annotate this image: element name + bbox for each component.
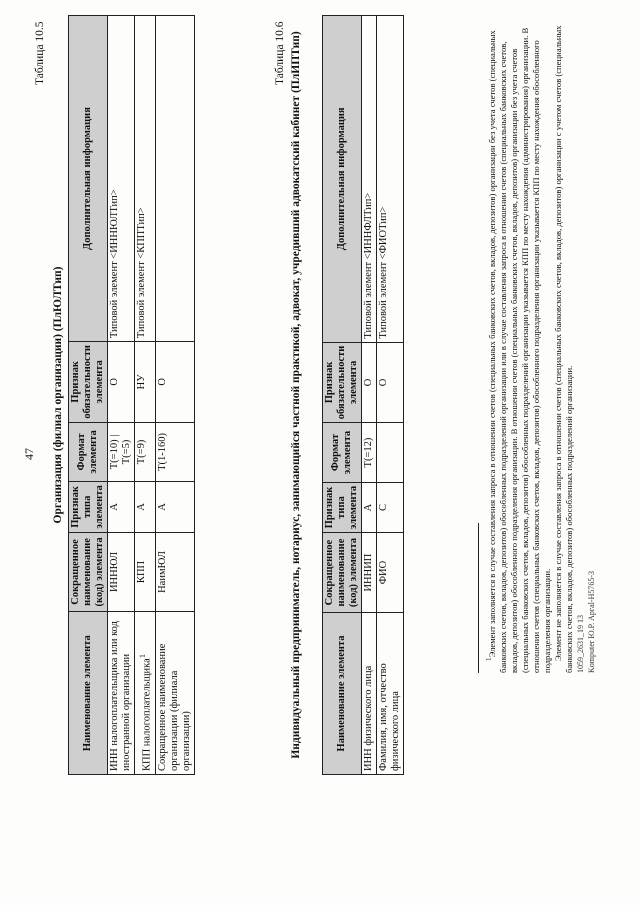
cell-code: ИННИП: [362, 533, 377, 613]
cell-type: А: [135, 482, 156, 532]
footnote-2: Элемент не заполняется в случае составления запроса в отношении счетов (специальных банковских счетов, вкладов, депозитов) организации с учетом счетов (специальных банковских счетов, вкладов, депозитов) обособленных подразделений организации.: [552, 25, 574, 673]
cell-type: С: [377, 482, 404, 532]
table-header-row: [69, 16, 108, 775]
cell-code: НаимЮЛ: [155, 532, 194, 612]
table-row: [108, 16, 135, 775]
page-number: 47: [22, 448, 36, 460]
col-header: Сокращенное наименование (код) элемента: [323, 533, 362, 613]
footnote-marker: 1: [137, 653, 147, 659]
cell-name: [135, 612, 156, 775]
table-10-5: [68, 15, 195, 775]
cell-info: Типовой элемент <КППТип>: [135, 16, 156, 342]
cell-name: Фамилия, имя, отчество физического лица: [377, 612, 404, 774]
cell-required: О: [108, 342, 135, 423]
cell-code: ИННЮЛ: [108, 532, 135, 612]
cell-required: О: [362, 342, 377, 423]
col-header: Признак типа элемента: [323, 482, 362, 532]
col-header: Наименование элемента: [323, 612, 362, 774]
cell-required: НУ: [135, 342, 156, 423]
col-header: Дополнительная информация: [323, 16, 362, 343]
table-row: [155, 16, 194, 775]
col-header: Признак типа элемента: [69, 482, 108, 532]
cell-name: ИНН физического лица: [362, 612, 377, 774]
cell-type: А: [155, 482, 194, 532]
footnote-separator: [478, 523, 479, 673]
col-header: Сокращенное наименование (код) элемента: [69, 532, 108, 612]
col-header: Наименование элемента: [69, 612, 108, 775]
cell-required: О: [155, 342, 194, 423]
cell-type: А: [362, 482, 377, 532]
col-header: Признак обязательности элемента: [323, 342, 362, 423]
col-header: Дополнительная информация: [69, 16, 108, 342]
table-10-5-title: Организация (филиал организации) (ПлЮЛТип): [52, 266, 64, 524]
cell-info: Типовой элемент <ФИОТип>: [377, 16, 404, 343]
footnote-marker: 1: [485, 657, 493, 661]
table-row: [377, 16, 404, 775]
footnote-1: [484, 15, 553, 673]
footnote-1-text: Элемент заполняется в случае составления запроса в отношении счетов (специальных банковских счетов, вкладов, депозитов) организации без учета счетов (специальных банковских счетов, вкладов, депозитов) обособленных подразделений организации или в случае составления запроса в отношении счетов (специальных банковских счетов, вкладов, депозитов) обособленного подразделения организации. В отношении счетов (специальных банковских счетов, вкладов, депозитов) организации без учета счетов (специальных банковских счетов, вкладов, депозитов) обособленных подразделений организации указывается КПП по месту нахождения (администрирования) организации. В отношении счетов (специальных банковских счетов, вкладов, депозитов) обособленного подразделения организации указывается КПП по месту нахождения обособленного подразделения организации.: [486, 27, 552, 673]
cell-type: А: [108, 482, 135, 532]
document-code: 1059_2631_19 13: [575, 615, 585, 673]
table-row: [362, 16, 377, 775]
cell-info: Типовой элемент <ИННФЛТип>: [362, 16, 377, 343]
cell-format: [377, 423, 404, 483]
table-10-6-title: Индивидуальный предприниматель, нотариус, занимающийся частной практикой, адвокат, учредивший адвокатский кабинет (ПлИПТип): [290, 31, 302, 759]
cell-info: Типовой элемент <ИННЮЛТип>: [108, 16, 135, 342]
cell-info: [155, 16, 194, 342]
col-header: Формат элемента: [323, 423, 362, 483]
cell-code: КПП: [135, 532, 156, 612]
cell-format: T(=12): [362, 423, 377, 483]
cell-name: ИНН налогоплательщика или код иностранной организации: [108, 612, 135, 775]
footnotes: [484, 15, 597, 673]
col-header: Формат элемента: [69, 422, 108, 482]
table-10-5-label: Таблица 10.5: [34, 21, 46, 85]
cell-name: Сокращенное наименование организации (филиала организации): [155, 612, 194, 775]
software-mark: Komputer Ю.Р. Аргаl-H5765-3: [586, 570, 596, 673]
table-10-6-label: Таблица 10.6: [274, 21, 286, 85]
cell-format: T(=9): [135, 422, 156, 482]
table-header-row: [323, 16, 362, 775]
table-10-6: [322, 15, 404, 775]
cell-format: T(1-160): [155, 422, 194, 482]
cell-code: ФИО: [377, 533, 404, 613]
col-header: Признак обязательности элемента: [69, 342, 108, 423]
table-row: [135, 16, 156, 775]
cell-required: О: [377, 342, 404, 423]
cell-format: T(=10) | T(=5): [108, 422, 135, 482]
cell-name-text: КПП налогоплательщика: [141, 658, 153, 771]
